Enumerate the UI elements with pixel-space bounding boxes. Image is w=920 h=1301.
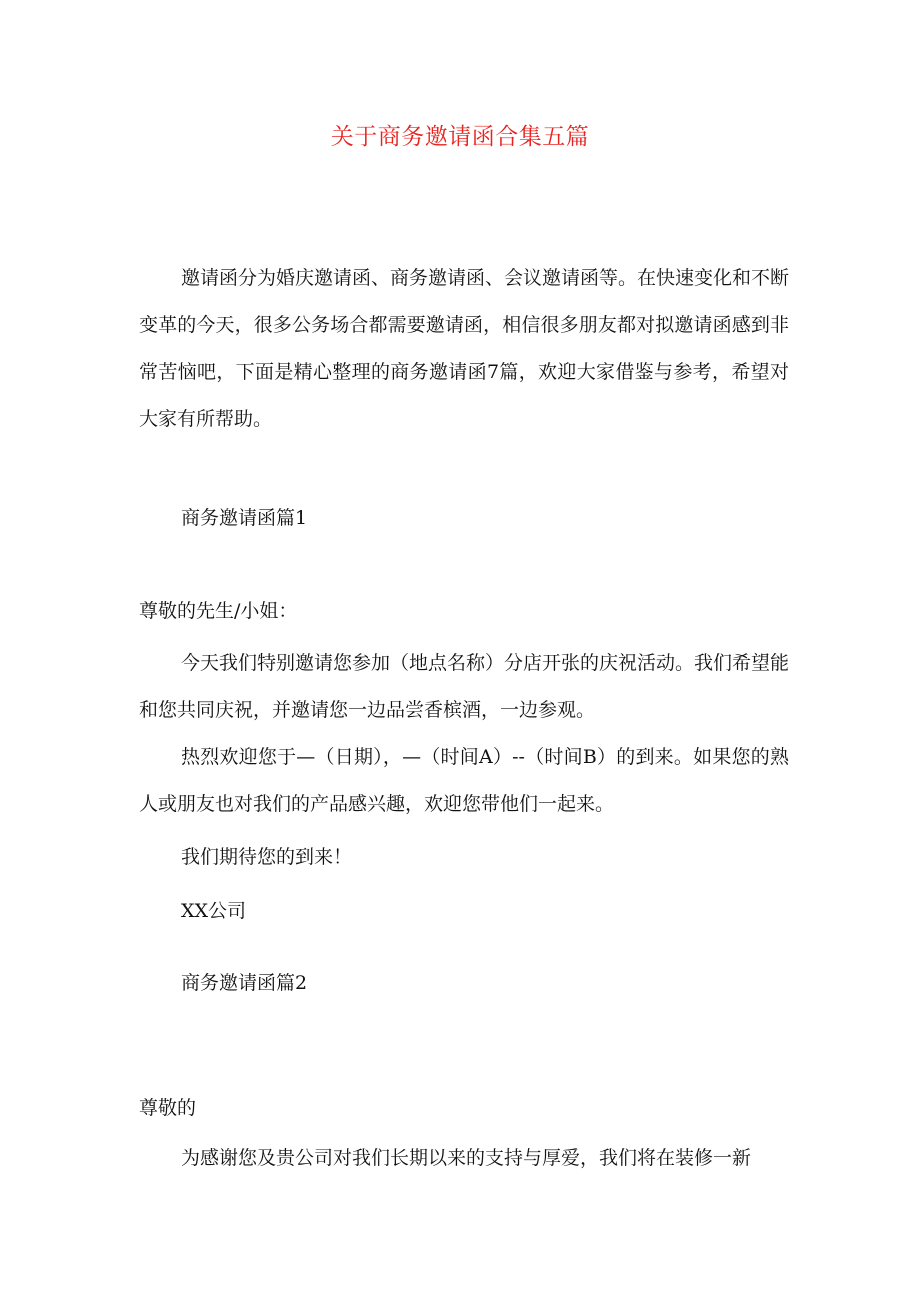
signature-company: XX公司	[181, 900, 247, 922]
salutation-1: 尊敬的先生/小姐：	[139, 600, 298, 622]
section-heading-2: 商务邀请函篇2	[181, 972, 308, 994]
closing-line: 我们期待您的到来！	[181, 846, 353, 868]
section-heading-1: 商务邀请函篇1	[181, 507, 308, 529]
letter-paragraph: 热烈欢迎您于—（日期），—（时间A）--（时间B）的到来。如果您的熟人或朋友也对我们的产品感兴趣，欢迎您带他们一起来。	[139, 746, 789, 815]
document-title: 关于商务邀请函合集五篇	[330, 124, 590, 150]
intro-paragraph: 邀请函分为婚庆邀请函、商务邀请函、会议邀请函等。在快速变化和不断变革的今天，很多公务场合都需要邀请函，相信很多朋友都对拟邀请函感到非常苦恼吧，下面是精心整理的商务邀请函7篇，欢迎大家借鉴与参考，希望对大家有所帮助。	[139, 267, 790, 430]
letter-paragraph: 为感谢您及贵公司对我们长期以来的支持与厚爱，我们将在装修一新	[181, 1147, 752, 1169]
salutation-2: 尊敬的	[139, 1097, 197, 1119]
letter-paragraph: 今天我们特别邀请您参加（地点名称）分店开张的庆祝活动。我们希望能和您共同庆祝，并邀请您一边品尝香槟酒，一边参观。	[139, 652, 790, 721]
